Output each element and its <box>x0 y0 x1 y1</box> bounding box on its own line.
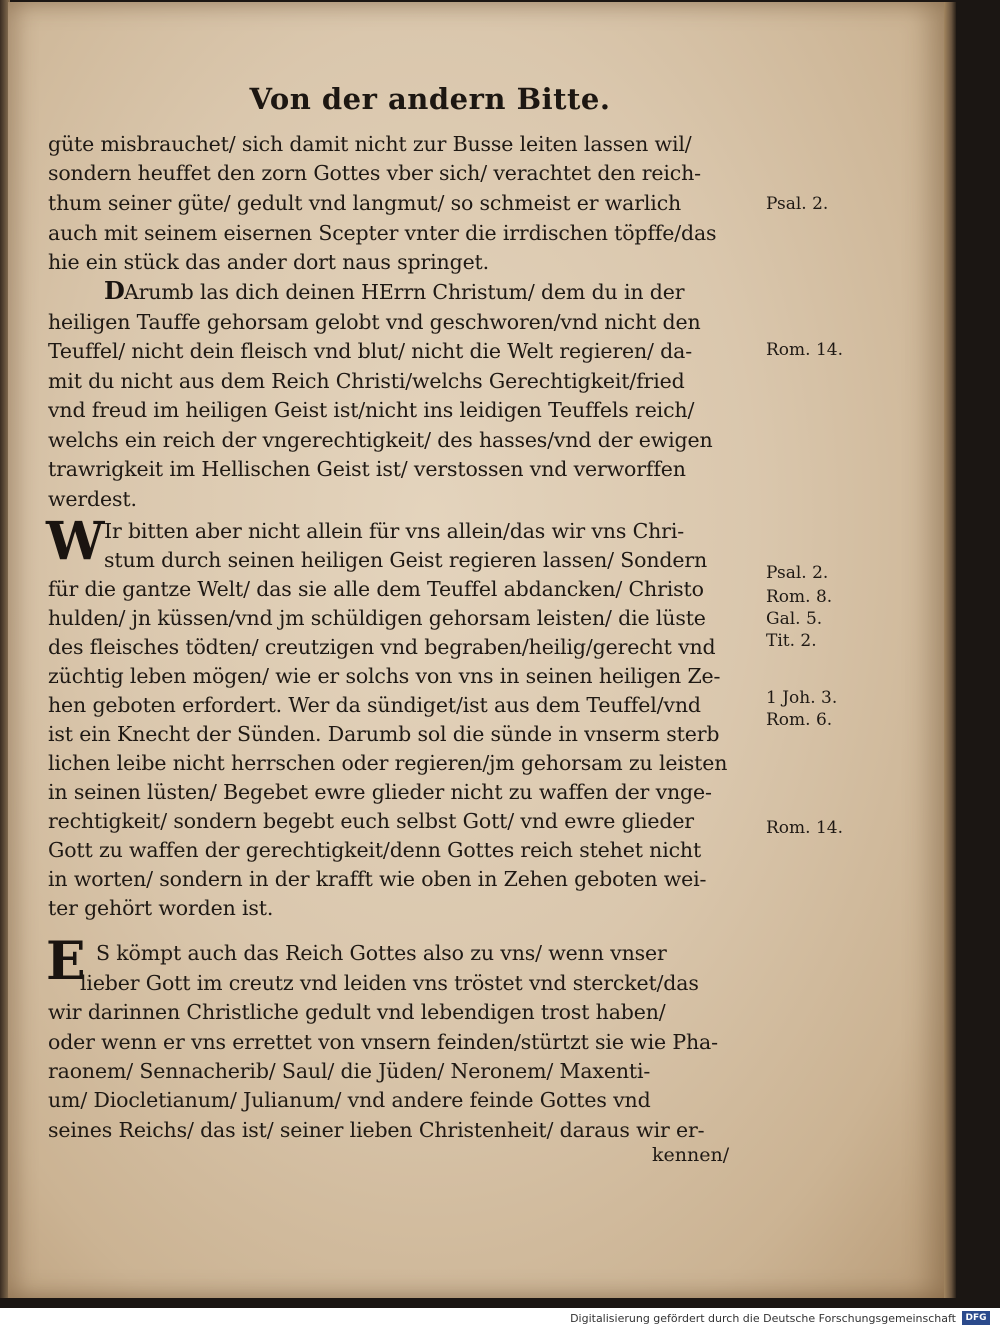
text-line: rechtigkeit/ sondern begebt euch selbst Gott/ vnd ewre glieder <box>48 809 694 833</box>
text-line: vnd freud im heiligen Geist ist/nicht ins leidigen Teuffels reich/ <box>48 398 695 422</box>
text-line: werdest. <box>48 487 137 511</box>
text-line: S kömpt auch das Reich Gottes also zu vns/ wenn vnser <box>96 941 667 965</box>
text-line: um/ Diocletianum/ Julianum/ vnd andere feinde Gottes vnd <box>48 1088 651 1112</box>
margin-note: Tit. 2. <box>766 631 817 651</box>
text-line: hulden/ jn küssen/vnd jm schüldigen gehorsam leisten/ die lüste <box>48 606 706 630</box>
text-line: ter gehört worden ist. <box>48 896 274 920</box>
text-line: thum seiner güte/ gedult vnd langmut/ so schmeist er warlich <box>48 191 682 215</box>
text-line: trawrigkeit im Hellischen Geist ist/ verstossen vnd verworffen <box>48 457 686 481</box>
dfg-logo: DFG <box>962 1311 990 1325</box>
margin-note: Rom. 8. <box>766 587 833 607</box>
margin-note: Psal. 2. <box>766 194 829 214</box>
text-line: züchtig leben mögen/ wie er solchs von vns in seinen heiligen Ze- <box>48 664 721 688</box>
text-line: hen geboten erfordert. Wer da sündiget/ist aus dem Teuffel/vnd <box>48 693 701 717</box>
text-line: ist ein Knecht der Sünden. Darumb sol die sünde in vnserm sterb <box>48 722 720 746</box>
margin-note: Psal. 2. <box>766 563 829 583</box>
footer-credit: Digitalisierung gefördert durch die Deutsche Forschungsgemeinschaft <box>570 1312 956 1325</box>
text-line: für die gantze Welt/ das sie alle dem Teuffel abdancken/ Christo <box>48 577 704 601</box>
margin-note: Rom. 14. <box>766 340 843 360</box>
text-line: oder wenn er vns errettet von vnsern feinden/stürtzt sie wie Pha- <box>48 1030 718 1054</box>
text-line: güte misbrauchet/ sich damit nicht zur Busse leiten lassen wil/ <box>48 132 692 156</box>
text-line: seines Reichs/ das ist/ seiner lieben Christenheit/ daraus wir er- <box>48 1118 705 1142</box>
text-line: in worten/ sondern in der krafft wie oben in Zehen geboten wei- <box>48 867 707 891</box>
text-line: sondern heuffet den zorn Gottes vber sich/ verachtet den reich- <box>48 161 701 185</box>
text-line: lichen leibe nicht herrschen oder regieren/jm gehorsam zu leisten <box>48 751 728 775</box>
text-line: Arumb las dich deinen HErrn Christum/ dem du in der <box>124 280 685 304</box>
text-line: Ir bitten aber nicht allein für vns allein/das wir vns Chri- <box>104 519 685 543</box>
initial-letter: W <box>46 511 105 572</box>
catchword: kennen/ <box>652 1144 730 1166</box>
text-line: auch mit seinem eisernen Scepter vnter die irrdischen töpffe/das <box>48 221 717 245</box>
margin-note: Rom. 6. <box>766 710 833 730</box>
text-line: welchs ein reich der vngerechtigkeit/ des hasses/vnd der ewigen <box>48 428 713 452</box>
page-right-edge <box>944 2 956 1298</box>
text-line: Gott zu waffen der gerechtigkeit/denn Gottes reich stehet nicht <box>48 838 702 862</box>
text-line: hie ein stück das ander dort naus springet. <box>48 250 490 274</box>
text-line: raonem/ Sennacherib/ Saul/ die Jüden/ Neronem/ Maxenti- <box>48 1059 651 1083</box>
text-line: Teuffel/ nicht dein fleisch vnd blut/ nicht die Welt regieren/ da- <box>48 339 692 363</box>
margin-note: Rom. 14. <box>766 818 843 838</box>
text-line: wir darinnen Christliche gedult vnd lebendigen trost haben/ <box>48 1000 666 1024</box>
text-line: des fleisches tödten/ creutzigen vnd begraben/heilig/gerecht vnd <box>48 635 716 659</box>
initial-letter: D <box>104 276 125 305</box>
initial-letter: E <box>46 931 86 992</box>
text-line: mit du nicht aus dem Reich Christi/welchs Gerechtigkeit/fried <box>48 369 685 393</box>
text-line: heiligen Tauffe gehorsam gelobt vnd geschworen/vnd nicht den <box>48 310 701 334</box>
text-line: in seinen lüsten/ Begebet ewre glieder nicht zu waffen der vnge- <box>48 780 712 804</box>
text-line: lieber Gott im creutz vnd leiden vns tröstet vnd stercket/das <box>80 971 699 995</box>
margin-note: Gal. 5. <box>766 609 823 629</box>
text-line: stum durch seinen heiligen Geist regieren lassen/ Sondern <box>104 548 708 572</box>
margin-note: 1 Joh. 3. <box>766 688 838 708</box>
running-head: Von der andern Bitte. <box>249 82 611 116</box>
